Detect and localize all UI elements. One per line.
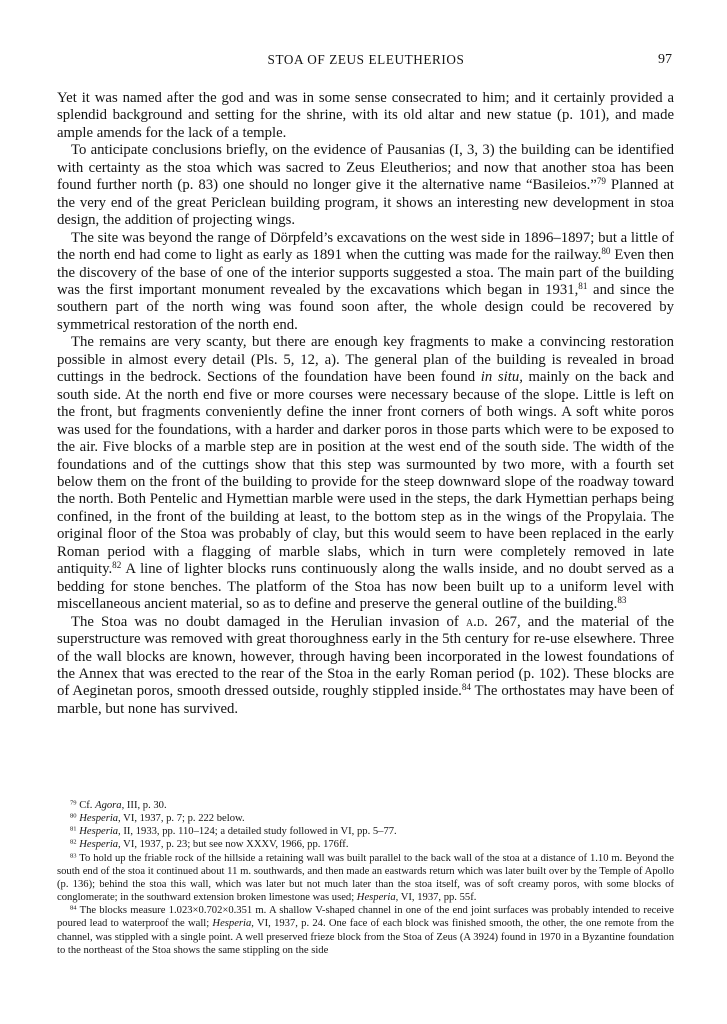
paragraph-text: To anticipate conclusions briefly, on the evidence of Pausanias (I, 3, 3) the building can be identified with certainty as the stoa which was sacred to Zeus Eleutherios; and now that another stoa has been found further north (p. 83) one should no longer give it the alternative name “Basileios.” bbox=[57, 142, 674, 194]
italic-text: Hesperia, bbox=[79, 839, 121, 851]
running-title: STOA OF ZEUS ELEUTHERIOS bbox=[267, 52, 465, 67]
page-number: 97 bbox=[658, 52, 672, 67]
footnote-text: To hold up the friable rock of the hillside a retaining wall was built parallel to the back wall of the stoa at a distance of 1.10 m. Beyond the south end of the stoa it continued about 11 m. southwards, and then made an eastwards return which was later built over by the Temple of Apollo (p. 136); behind the stoa this wall, which was later but not much later than the stoa itself, was of soft creamy poros, with some blocks of conglomerate; in the southward extension broken limestone was used; bbox=[57, 852, 674, 904]
paragraph-text: Planned at the very end of the great Periclean building program, it shows an interesting new development in stoa design, the addition of projecting wings. bbox=[57, 177, 674, 229]
paragraph-4 bbox=[57, 334, 674, 613]
page-header bbox=[60, 52, 672, 72]
footnote-ref: 81 bbox=[578, 280, 588, 291]
paragraph-text: and since the southern part of the north wing was found soon after, the whole design could be recovered by symmetrical restoration of the north end. bbox=[57, 281, 674, 333]
footnote-79 bbox=[57, 799, 674, 812]
paragraph-text: The site was beyond the range of Dörpfeld’s excavations on the west side in 1896–1897; but a little of the north end had come to light as early as 1891 when the cutting was made for the railway. bbox=[57, 229, 674, 264]
footnote-text: VI, 1937, p. 23; but see now XXXV, 1966, pp. 176ff. bbox=[120, 839, 349, 851]
paragraph-5 bbox=[57, 614, 674, 719]
footnote-83 bbox=[57, 852, 674, 905]
footnote-number: 82 bbox=[70, 838, 77, 846]
small-caps-text: a.d. bbox=[465, 613, 488, 630]
footnote-ref: 79 bbox=[596, 176, 606, 187]
italic-text: Agora, bbox=[95, 800, 125, 811]
paragraph-text: The orthostates may have been of marble, but none has survived. bbox=[57, 683, 674, 717]
italic-text: Hesperia, bbox=[356, 892, 399, 904]
footnote-text: Cf. bbox=[76, 800, 96, 811]
paragraph-text: 267, and the material of the superstructure was removed with great thoroughness early in the 5th century for re-use elsewhere. Three of the wall blocks are known, however, through having been incorporated in the lowest foundations of the Annex that was erected to the rear of the Stoa in the early Roman period (p. 102). These blocks are of Aeginetan poros, smooth dressed outside, roughly stippled inside. bbox=[57, 613, 675, 700]
italic-text: in situ, bbox=[480, 369, 523, 386]
footnote-text: VI, 1937, pp. 55f. bbox=[398, 892, 477, 904]
paragraph-text: The Stoa was no doubt damaged in the Herulian invasion of bbox=[71, 613, 466, 630]
italic-text: Hesperia, bbox=[79, 826, 121, 838]
footnote-text: The blocks measure 1.023×0.702×0.351 m. A shallow V-shaped channel in one of the end joint surfaces was probably intended to receive poured lead to waterproof the wall; bbox=[57, 905, 674, 930]
paragraph-2 bbox=[57, 142, 674, 229]
footnote-number: 80 bbox=[70, 812, 77, 820]
paragraph-text: Even then the discovery of the base of one of the interior supports suggested a stoa. The main part of the building was the first important monument revealed by the excavations which began in 1931, bbox=[57, 247, 674, 298]
footnote-81 bbox=[57, 825, 674, 838]
footnote-text: VI, 1937, p. 7; p. 222 below. bbox=[120, 813, 245, 825]
footnote-ref: 83 bbox=[617, 595, 627, 606]
footnote-number: 83 bbox=[70, 852, 77, 860]
footnote-number: 81 bbox=[70, 825, 77, 833]
footnote-80 bbox=[57, 812, 674, 825]
footnote-ref: 80 bbox=[601, 246, 611, 257]
footnotes bbox=[57, 799, 674, 957]
paragraph-text: The remains are very scanty, but there are enough key fragments to make a convincing restoration possible in almost every detail (Pls. 5, 12, a). The general plan of the building is revealed in broad cuttings in the bedrock. Sections of the foundation have been found bbox=[57, 334, 674, 386]
footnote-82 bbox=[57, 838, 674, 851]
paragraph-text: A line of lighter blocks runs continuously along the walls inside, and no doubt served as a bedding for stone benches. The platform of the Stoa has now been built up to a uniform level with miscellaneous ancient material, so as to define and preserve the general outline of the building. bbox=[57, 561, 674, 613]
footnote-text: II, 1933, pp. 110–124; a detailed study followed in VI, pp. 5–77. bbox=[120, 826, 397, 838]
footnote-text: VI, 1937, p. 24. One face of each block was finished smooth, the other, the one remote from the channel, was stippled with a single point. A well preserved frieze block from the Stoa of Zeus (A 3924) found in 1970 in a Byzantine foundation to the northeast of the Stoa shows the same stippling on the side bbox=[57, 918, 674, 956]
paragraph-text: Yet it was named after the god and was in some sense consecrated to him; and it certainly provided a splendid background and setting for the shrine, with its old altar and new statue (p. 101), and made ample amends for the lack of a temple. bbox=[57, 90, 674, 141]
footnote-84 bbox=[57, 904, 674, 957]
footnote-number: 84 bbox=[70, 904, 77, 912]
footnote-ref: 84 bbox=[461, 682, 471, 693]
italic-text: Hesperia, bbox=[212, 918, 254, 930]
footnote-text: III, p. 30. bbox=[124, 800, 167, 811]
paragraph-1 bbox=[57, 90, 674, 142]
paragraph-text: mainly on the back and south side. At the north end five or more courses were necessary because of the slope. Little is left on the front, but fragments conveniently define the inner front corners of both wings. A soft white poros was used for the foundations, with a harder and darker poros in those parts which were to be exposed to the air. Five blocks of a marble step are in position at the west end of the south side. The width of the foundations and of the cuttings show that this step was surmounted by two more, with a fourth set below them on the front of the building to provide for the steep downward slope of the roadway toward the north. Both Pentelic and Hymettian marble were used in the steps, the dark Hymettian perhaps being confined, in the front of the building at least, to the bottom step as in the wings of the Propylaia. The original floor of the Stoa was probably of clay, but this would seem to have been replaced in the early Roman period with a flagging of marble slabs, which in turn were completely removed in late antiquity. bbox=[57, 369, 674, 578]
footnote-number: 79 bbox=[70, 799, 77, 807]
main-text bbox=[57, 90, 674, 718]
paragraph-3 bbox=[57, 230, 674, 335]
italic-text: Hesperia, bbox=[79, 813, 121, 825]
footnote-ref: 82 bbox=[112, 560, 122, 571]
